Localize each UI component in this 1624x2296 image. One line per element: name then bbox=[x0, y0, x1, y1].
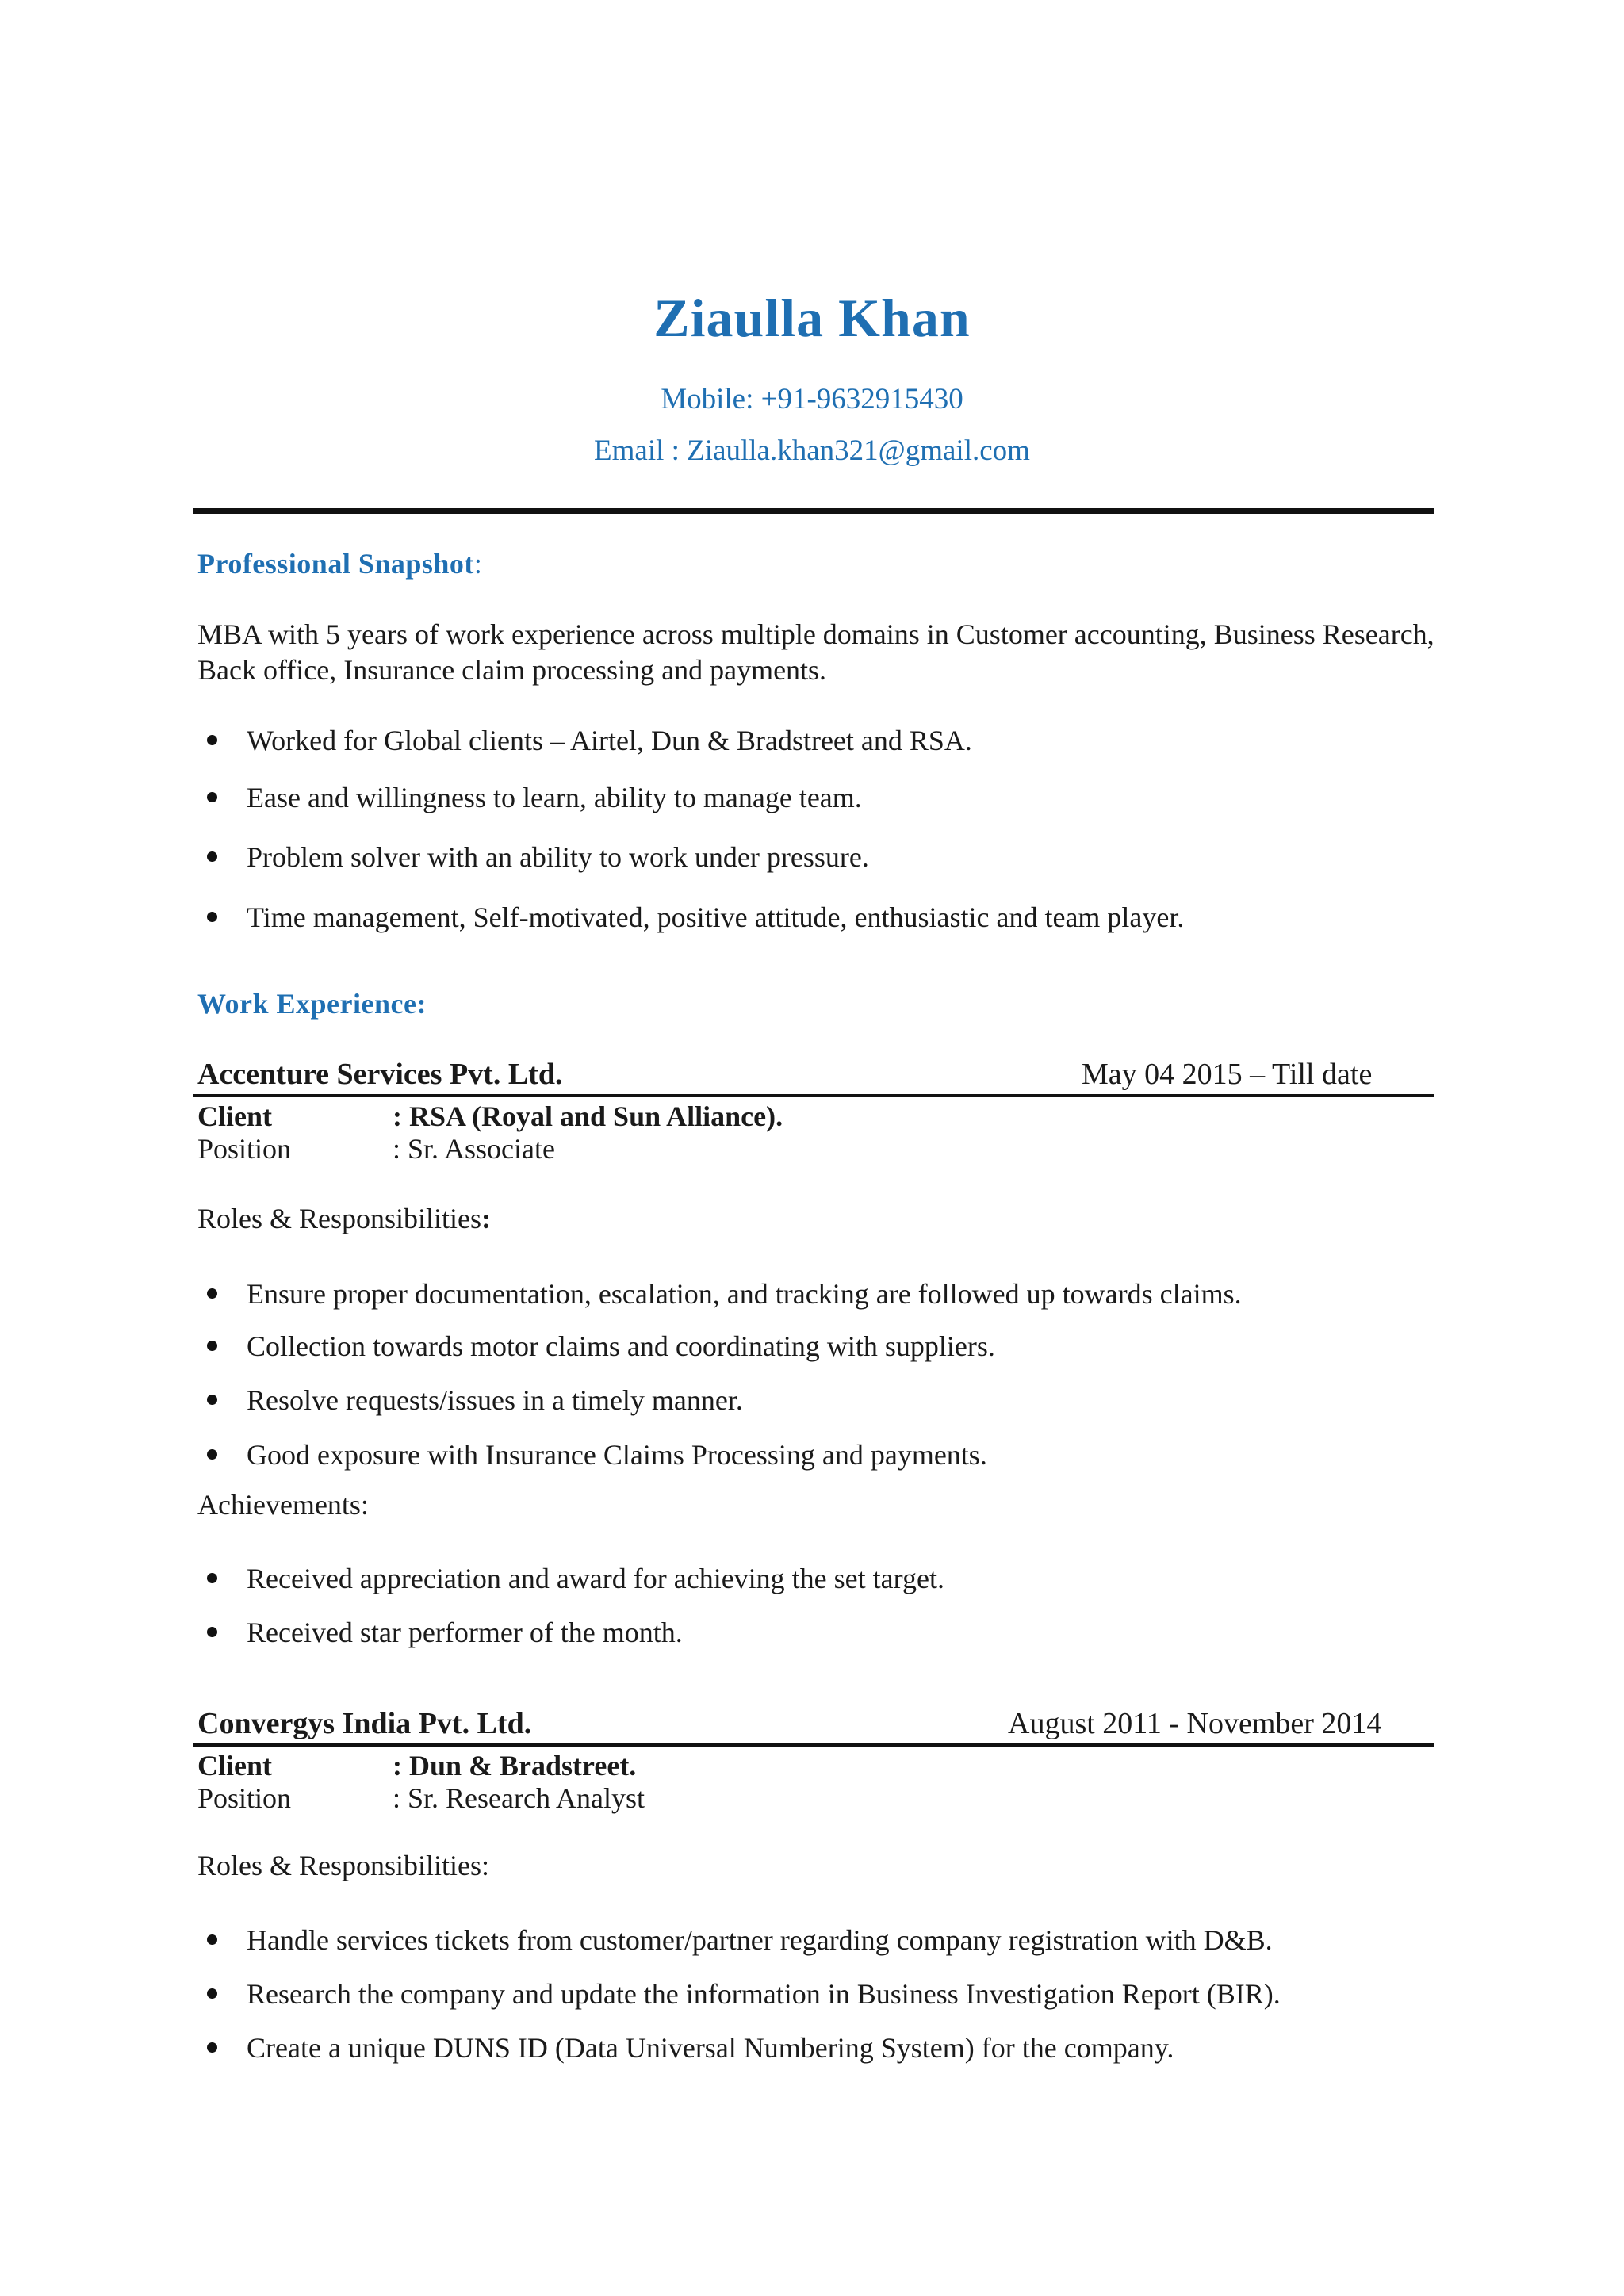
bullet-icon bbox=[207, 1988, 217, 1999]
bullet-icon bbox=[207, 1341, 217, 1351]
snapshot-summary: MBA with 5 years of work experience across multiple domains in Customer accounting, Business Research, Back office, Insurance claim processing and payments. bbox=[197, 618, 1434, 686]
job-divider bbox=[193, 1743, 1434, 1747]
bullet-icon bbox=[207, 851, 217, 862]
client-value: : RSA (Royal and Sun Alliance). bbox=[393, 1100, 783, 1132]
bullet-icon bbox=[207, 1449, 217, 1460]
client-label: Client bbox=[197, 1100, 272, 1132]
bullet-icon bbox=[207, 912, 217, 922]
bullet-icon bbox=[207, 1288, 217, 1299]
job-divider bbox=[193, 1094, 1434, 1097]
achievements-heading: Achievements: bbox=[197, 1489, 369, 1521]
header-divider bbox=[193, 508, 1434, 514]
candidate-name: Ziaulla Khan bbox=[653, 288, 971, 348]
position-label: Position bbox=[197, 1782, 292, 1814]
bullet-icon bbox=[207, 792, 217, 802]
roles-heading: Roles & Responsibilities: bbox=[197, 1203, 492, 1234]
position-value: : Sr. Associate bbox=[393, 1133, 555, 1165]
email-line: Email : Ziaulla.khan321@gmail.com bbox=[594, 434, 1030, 467]
position-value: : Sr. Research Analyst bbox=[393, 1782, 645, 1814]
bullet-icon bbox=[207, 2042, 217, 2053]
position-label: Position bbox=[197, 1133, 292, 1165]
bullet-icon bbox=[207, 1573, 217, 1583]
company-name: Convergys India Pvt. Ltd. bbox=[197, 1707, 532, 1740]
company-name: Accenture Services Pvt. Ltd. bbox=[197, 1058, 563, 1091]
client-label: Client bbox=[197, 1750, 272, 1781]
bullet-icon bbox=[207, 1627, 217, 1637]
client-value: : Dun & Bradstreet. bbox=[393, 1750, 637, 1781]
bullet-icon bbox=[207, 735, 217, 745]
snapshot-heading: Professional Snapshot: bbox=[197, 548, 483, 580]
bullet-icon bbox=[207, 1934, 217, 1945]
job-dates: May 04 2015 – Till date bbox=[1082, 1058, 1373, 1091]
roles-heading: Roles & Responsibilities: bbox=[197, 1850, 490, 1881]
experience-heading: Work Experience: bbox=[197, 988, 427, 1020]
resume-page: Ziaulla Khan Mobile: +91-9632915430 Email : Ziaulla.khan321@gmail.com Professional Snapshot: MBA with 5 years of work experience across multiple domains in Customer accounting, Business Research, Back office, Insurance claim processing and payments. Worked for Global clients – Airtel, Dun & Bradstreet and RSA. Ease and willingness to learn, ability to manage team. Problem solver with an ability to work under pressure. Time management, Self-motivated, positive attitude, enthusiastic and team player. Work Experience: Accenture Services Pvt. Ltd. May 04 2015 – Till date Client : RSA (Royal and Sun Alliance). Position : Sr. Associate Roles & Responsibilities: Ensure proper documentation, escalation, and tracking are followed up towards claims. Collection towards motor claims and coordinating with suppliers. Resolve requests/issues in a timely manner. Good exposure with Insurance Claims Processing and payments. Achievements: Received appreciation and award for achieving the set target. Received star performer of the month. Convergys India Pvt. Ltd. August 2011 - November 2014 Client : Dun & Bradstreet. Position : Sr. Research Analyst Roles & Responsibilities: Handle services tickets from customer/partner regarding company registration with D&B. Research the company and update the information in Business Investigation Report (BIR). Create a unique DUNS ID (Data Universal Numbering System) for the company. bbox=[0, 0, 1624, 2296]
bullet-icon bbox=[207, 1395, 217, 1405]
mobile-line: Mobile: +91-9632915430 bbox=[661, 383, 963, 415]
job-dates: August 2011 - November 2014 bbox=[1008, 1707, 1382, 1740]
